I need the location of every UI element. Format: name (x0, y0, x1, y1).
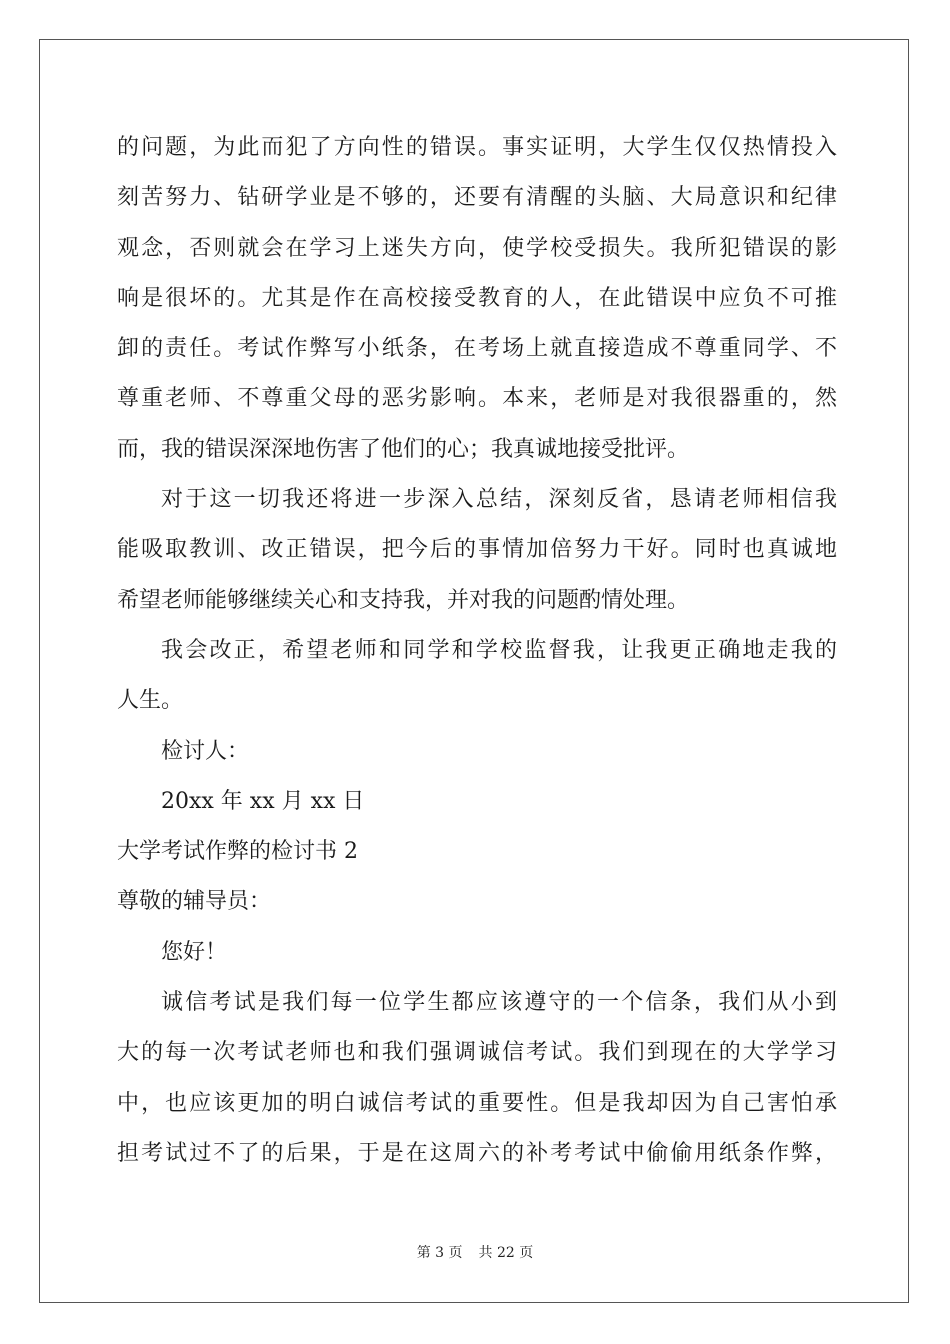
text-line: 人生。 (117, 688, 184, 714)
text-line: 响是很坏的。尤其是作在高校接受教育的人，在此错误中应负不可推 (117, 285, 837, 311)
text-line: 刻苦努力、钻研学业是不够的，还要有清醒的头脑、大局意识和纪律 (117, 185, 837, 211)
date-line: 20xx 年 xx 月 xx 日 (161, 788, 365, 814)
text-line: 担考试过不了的后果，于是在这周六的补考考试中偷偷用纸条作弊， (117, 1140, 837, 1166)
text-line: 希望老师能够继续关心和支持我，并对我的问题酌情处理。 (117, 587, 690, 613)
page-total: 共 22 页 (478, 1245, 534, 1261)
paragraph-first-line: 我会改正，希望老师和同学和学校监督我，让我更正确地走我的 (161, 637, 837, 663)
salutation: 尊敬的辅导员： (117, 889, 272, 915)
text-line: 卸的责任。考试作弊写小纸条，在考场上就直接造成不尊重同学、不 (117, 336, 837, 362)
text-line: 而，我的错误深深地伤害了他们的心；我真诚地接受批评。 (117, 436, 690, 462)
text-line: 尊重老师、不尊重父母的恶劣影响。本来，老师是对我很器重的，然 (117, 386, 837, 412)
text-line: 能吸取教训、改正错误，把今后的事情加倍努力干好。同时也真诚地 (117, 537, 837, 563)
text-line: 观念，否则就会在学习上迷失方向，使学校受损失。我所犯错误的影 (117, 235, 837, 261)
paragraph-first-line: 对于这一切我还将进一步深入总结，深刻反省，恳请老师相信我 (161, 487, 837, 513)
page-footer (0, 1243, 950, 1263)
text-line: 中，也应该更加的明白诚信考试的重要性。但是我却因为自己害怕承 (117, 1090, 837, 1116)
paragraph-first-line: 诚信考试是我们每一位学生都应该遵守的一个信条，我们从小到 (161, 990, 837, 1016)
text-line: 大的每一次考试老师也和我们强调诚信考试。我们到现在的大学学习 (117, 1040, 837, 1066)
greeting: 您好！ (161, 939, 228, 965)
page-number: 第 3 页 (416, 1245, 463, 1261)
text-line: 的问题，为此而犯了方向性的错误。事实证明，大学生仅仅热情投入 (117, 135, 837, 160)
document-body (117, 123, 837, 1179)
signature-label: 检讨人： (161, 738, 250, 764)
section-title: 大学考试作弊的检讨书 2 (117, 839, 358, 865)
